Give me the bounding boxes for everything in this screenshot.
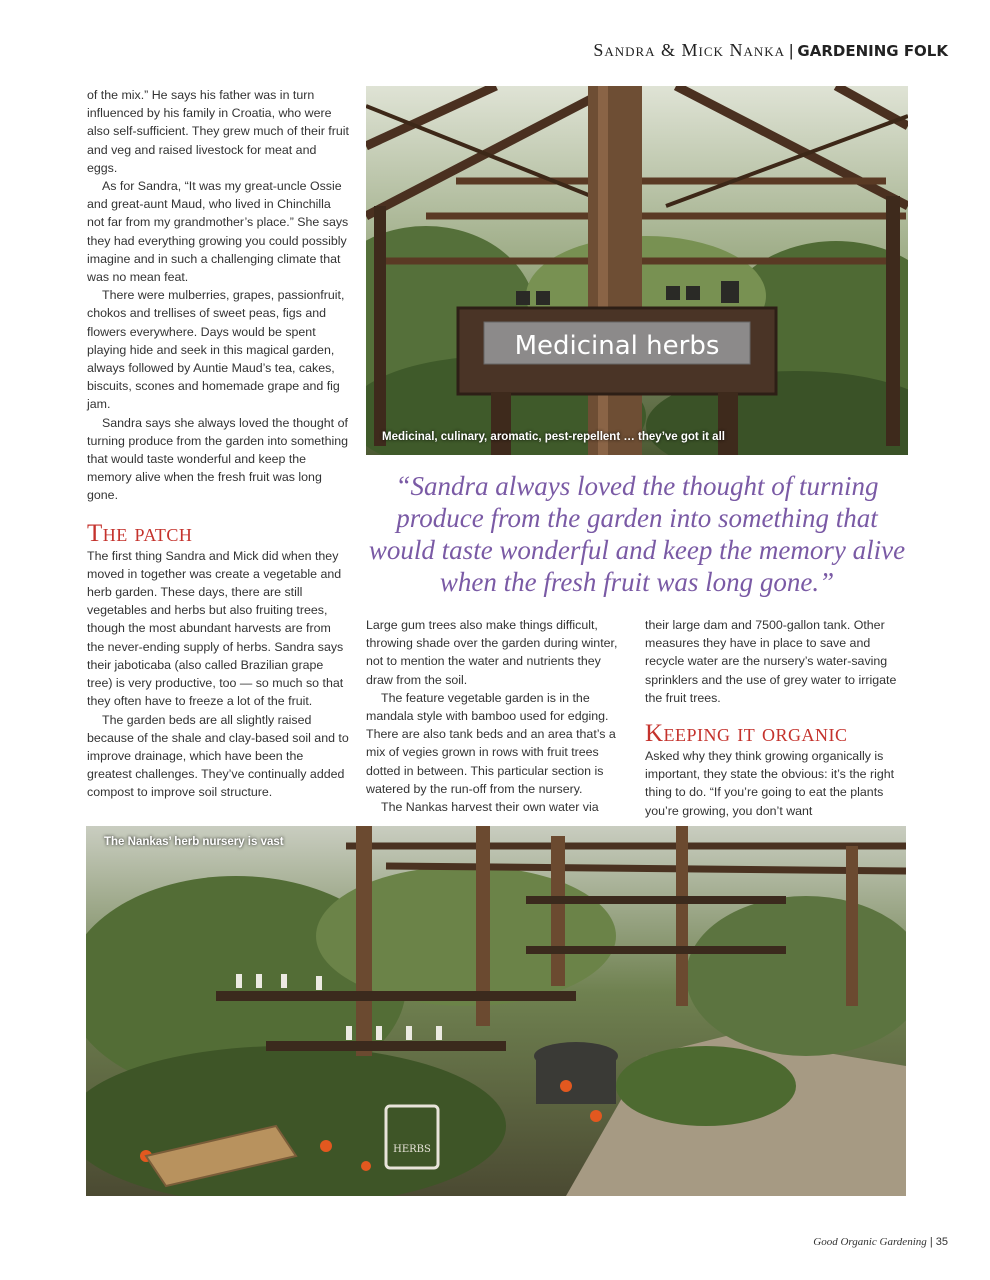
running-header bbox=[593, 40, 948, 61]
paragraph: The feature vegetable garden is in the mandala style with bamboo used for edging. There are also tank beds and an area that’s a mix of vegies grown in rows with fruit trees dotted in between. This particular section is watered by the run-off from the nursery. bbox=[366, 690, 616, 796]
paragraph: The Nankas harvest their own water via bbox=[381, 800, 599, 815]
photo-herb-nursery bbox=[86, 826, 906, 1196]
paragraph: of the mix.” He says his father was in turn influenced by his family in Croatia, who were also self-sufficient. They grew much of their fruit and veg and raised livestock for meat and eggs. bbox=[87, 88, 349, 175]
herbs-sign-text: HERBS bbox=[393, 1144, 431, 1155]
greenhouse-illustration bbox=[366, 86, 908, 455]
footer-separator: | bbox=[929, 1236, 933, 1248]
header-separator: | bbox=[789, 41, 794, 60]
subheading-keeping-it-organic: Keeping it organic bbox=[645, 720, 848, 748]
photo-caption: Medicinal, culinary, aromatic, pest-repellent … they’ve got it all bbox=[382, 431, 725, 443]
paragraph: As for Sandra, “It was my great-uncle Ossie and great-aunt Maud, who lived in Chinchilla not far from my grandmother’s place.” She says they had everything growing you could possibly imagine and in such a challenging climate that was no mean feat. bbox=[87, 179, 349, 285]
paragraph: Asked why they think growing organically is important, they state the obvious: it’s the right thing to do. “If you’re going to eat the plants you’re growing, you don’t want bbox=[645, 749, 895, 818]
article-names: Sandra & Mick Nanka bbox=[593, 40, 785, 60]
sign-medicinal-herbs-text: Medicinal herbs bbox=[514, 331, 720, 361]
paragraph: The garden beds are all slightly raised because of the shale and clay-based soil and to improve drainage, which have been the greatest challenges. They’ve continually added compost to improve soil structure. bbox=[87, 712, 349, 800]
text-column-1 bbox=[87, 86, 349, 802]
pull-quote: “Sandra always loved the thought of turning produce from the garden into something that would taste wonderful and keep the memory alive when the fresh fruit was long gone.” bbox=[368, 471, 906, 597]
photo-medicinal-herbs bbox=[366, 86, 908, 455]
magazine-name: Good Organic Gardening bbox=[813, 1236, 927, 1248]
page-number: 35 bbox=[935, 1236, 948, 1248]
section-title: GARDENING FOLK bbox=[797, 42, 948, 60]
paragraph: Large gum trees also make things difficult, throwing shade over the garden during winter, not to mention the water and nutrients they draw from the soil. bbox=[366, 618, 618, 687]
subheading-the-patch: The patch bbox=[87, 519, 193, 547]
paragraph: There were mulberries, grapes, passionfruit, chokos and trellises of sweet peas, figs and flowers everywhere. Days would be spent playing hide and seek in this magical garden, always followed by Auntie Maud’s tea, cakes, biscuits, scones and homemade grape and fig jam. bbox=[87, 288, 345, 412]
text-column-2 bbox=[366, 616, 620, 816]
paragraph: The first thing Sandra and Mick did when they moved in together was create a vegetable and herb garden. These days, there are still vegetables and herbs but also fruiting trees, though the most abundant harvests are from the never-ending supply of herbs. Sandra says their jaboticaba (also called Brazilian grape tree) is very productive, too — so much so that they often have to freeze a lot of the fruit. bbox=[87, 548, 344, 709]
paragraph: Sandra says she always loved the thought of turning produce from the garden into something that would taste wonderful and keep the memory alive when the fresh fruit was long gone. bbox=[87, 415, 349, 503]
paragraph: their large dam and 7500-gallon tank. Other measures they have in place to save and recycle water are the nursery’s water-saving sprinklers and the use of grey water to irrigate the fruit trees. bbox=[645, 618, 897, 705]
nursery-illustration bbox=[86, 826, 906, 1196]
photo-caption: The Nankas’ herb nursery is vast bbox=[104, 836, 284, 848]
text-column-3 bbox=[645, 616, 907, 820]
page-footer bbox=[813, 1236, 948, 1248]
